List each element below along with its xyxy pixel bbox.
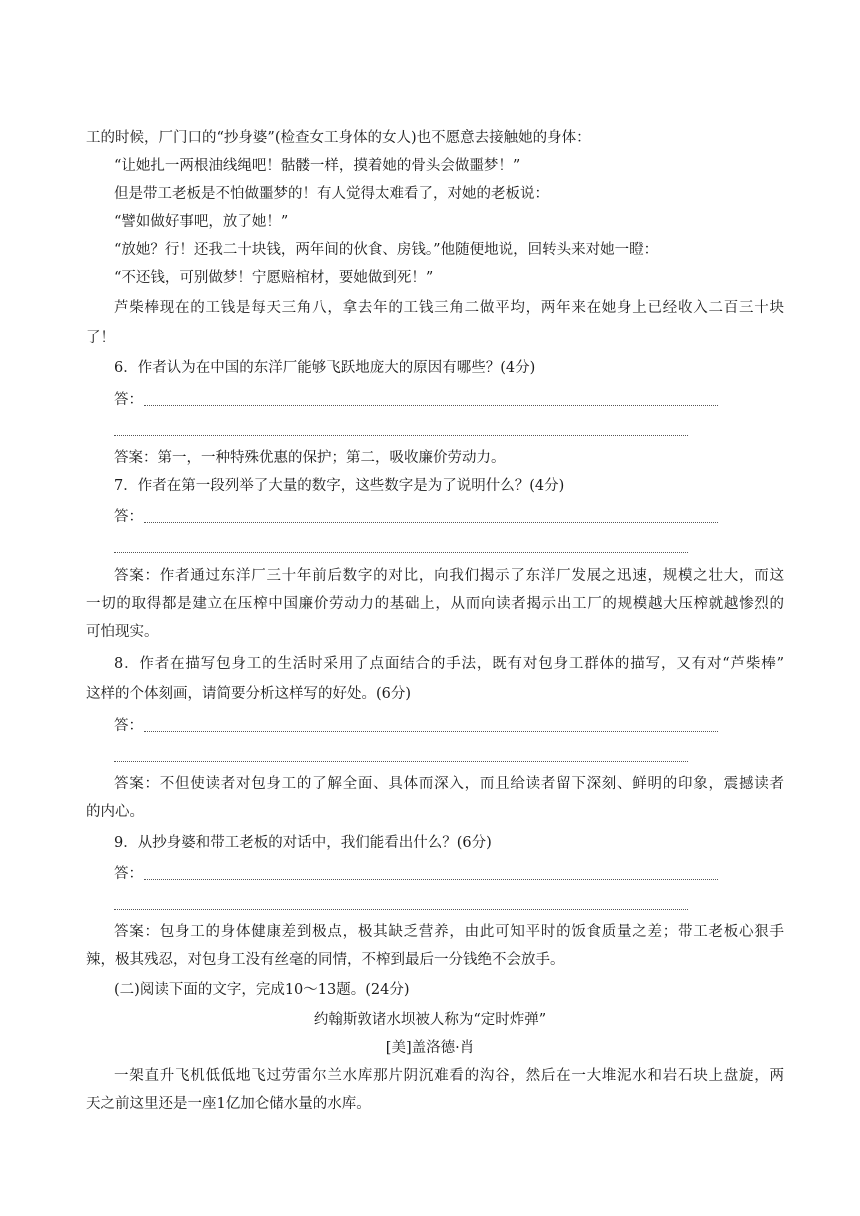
answer-text: 答案：包身工的身体健康差到极点，极其缺乏营养，由此可知平时的饭食质量之差；带工老板心狠手 <box>114 924 784 940</box>
answer-label: 答： <box>114 392 143 408</box>
article-author: [美]盖洛德·肖 <box>385 1040 475 1056</box>
question-9: 9．从抄身婆和带工老板的对话中，我们能看出什么？(6分) <box>114 835 492 851</box>
answer-label: 答： <box>114 718 143 734</box>
answer-text: 答案：作者通过东洋厂三十年前后数字的对比，向我们揭示了东洋厂发展之迅速，规模之壮大，而这 <box>114 568 784 584</box>
answer-text: 辣，极其残忍，对包身工没有丝毫的同情，不榨到最后一分钱绝不会放手。 <box>86 952 565 968</box>
paragraph: “譬如做好事吧，放了她！” <box>114 214 289 230</box>
answer-blank-line[interactable] <box>114 761 688 762</box>
paragraph: 但是带工老板是不怕做噩梦的！有人觉得太难看了，对她的老板说： <box>114 186 549 202</box>
article-body: 天之前这里还是一座1亿加仑储水量的水库。 <box>86 1096 371 1112</box>
answer-blank-line[interactable] <box>144 731 718 732</box>
answer-text: 一切的取得都是建立在压榨中国廉价劳动力的基础上，从而向读者揭示出工厂的规模越大压榨就越惨烈的 <box>86 596 784 612</box>
answer-text: 的内心。 <box>86 804 144 820</box>
answer-text: 答案：不但使读者对包身工的了解全面、具体而深入，而且给读者留下深刻、鲜明的印象，震撼读者 <box>114 776 784 792</box>
paragraph: “不还钱，可别做梦！宁愿赔棺材，要她做到死！” <box>114 270 434 286</box>
answer-label: 答： <box>114 509 143 525</box>
answer-blank-line[interactable] <box>114 552 688 553</box>
answer-blank-line[interactable] <box>114 909 688 910</box>
paragraph: “让她扎一两根油线绳吧！骷髅一样，摸着她的骨头会做噩梦！” <box>114 158 521 174</box>
paragraph: 了！ <box>86 330 115 346</box>
article-body: 一架直升飞机低低地飞过劳雷尔兰水库那片阴沉难看的沟谷，然后在一大堆泥水和岩石块上盘旋，两 <box>114 1068 784 1084</box>
section-intro: (二)阅读下面的文字，完成10～13题。(24分) <box>114 982 410 998</box>
answer-blank-line[interactable] <box>114 435 688 436</box>
answer-text: 答案：第一，一种特殊优惠的保护；第二，吸收廉价劳动力。 <box>114 450 506 466</box>
answer-text: 可怕现实。 <box>86 624 159 640</box>
answer-blank-line[interactable] <box>144 879 718 880</box>
question-8: 这样的个体刻画，请简要分析这样写的好处。(6分) <box>86 686 412 702</box>
paragraph: 芦柴棒现在的工钱是每天三角八，拿去年的工钱三角二做平均，两年来在她身上已经收入二百三十块 <box>114 300 784 316</box>
question-6: 6．作者认为在中国的东洋厂能够飞跃地庞大的原因有哪些？(4分) <box>114 360 536 376</box>
answer-blank-line[interactable] <box>144 405 718 406</box>
answer-blank-line[interactable] <box>144 522 718 523</box>
paragraph: 工的时候，厂门口的“抄身婆”(检查女工身体的女人)也不愿意去接触她的身体： <box>86 130 591 146</box>
question-7: 7．作者在第一段列举了大量的数字，这些数字是为了说明什么？(4分) <box>114 478 565 494</box>
paragraph: “放她？行！还我二十块钱，两年间的伙食、房钱。”他随便地说，回转头来对她一瞪： <box>114 242 659 258</box>
question-8: 8．作者在描写包身工的生活时采用了点面结合的手法，既有对包身工群体的描写，又有对“芦柴棒” <box>114 656 784 672</box>
article-title: 约翰斯敦诸水坝被人称为“定时炸弹” <box>313 1012 547 1028</box>
answer-label: 答： <box>114 866 143 882</box>
